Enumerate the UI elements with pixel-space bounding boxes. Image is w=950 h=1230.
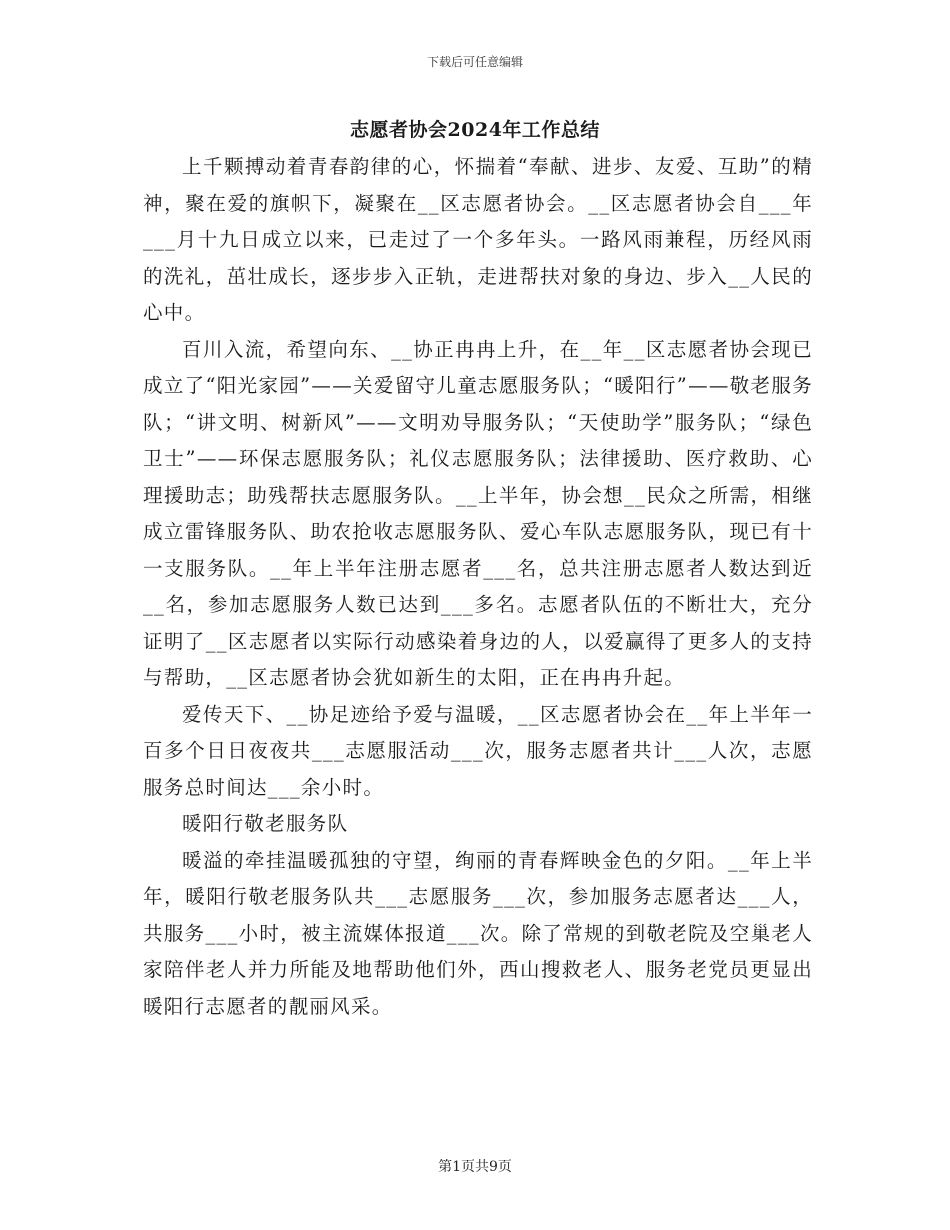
page-number: 第1页共9页 <box>438 1159 512 1175</box>
paragraph-intro: 上千颗搏动着青春韵律的心，怀揣着“奉献、进步、友爱、互助”的精神，聚在爱的旗帜下，凝聚在__区志愿者协会。__区志愿者协会自___年___月十九日成立以来，已走过了一个多年头。一路风雨兼程，历经风雨的洗礼，茁壮成长，逐步步入正轨，走进帮扶对象的身边、步入__人民的心中。 <box>143 155 813 324</box>
document-title: 志愿者协会2024年工作总结 <box>350 119 600 141</box>
paragraph-activity-summary: 爱传天下、__协足迹给予爱与温暖，__区志愿者协会在__年上半年一百多个日日夜夜共___志愿服活动___次，服务志愿者共计___人次，志愿服务总时间达___余小时。 <box>143 702 813 799</box>
document-body <box>143 149 813 1025</box>
page-header-note: 下载后可任意编辑 <box>426 55 523 69</box>
paragraph-elderly-service: 暖溢的牵挂温暖孤独的守望，绚丽的青春辉映金色的夕阳。__年上半年，暖阳行敬老服务队共___志愿服务___次，参加服务志愿者达___人，共服务___小时，被主流媒体报道___次。除了常规的到敬老院及空巢老人家陪伴老人并力所能及地帮助他们外，西山搜救老人、服务老党员更显出暖阳行志愿者的靓丽风采。 <box>143 848 813 1018</box>
section-heading: 暖阳行敬老服务队 <box>182 812 349 835</box>
paragraph-service-teams: 百川入流，希望向东、__协正冉冉上升，在__年__区志愿者协会现已成立了“阳光家园”——关爱留守儿童志愿服务队；“暖阳行”——敬老服务队；“讲文明、树新风”——文明劝导服务队；“天使助学”服务队；“绿色卫士”——环保志愿服务队；礼仪志愿服务队；法律援助、医疗救助、心理援助志；助残帮扶志愿服务队。__上半年，协会想__民众之所需，相继成立雷锋服务队、助农抢收志愿服务队、爱心车队志愿服务队，现已有十一支服务队。__年上半年注册志愿者___名，总共注册志愿者人数达到近__名，参加志愿服务人数已达到___多名。志愿者队伍的不断壮大，充分证明了__区志愿者以实际行动感染着身边的人，以爱赢得了更多人的支持与帮助，__区志愿者协会犹如新生的太阳，正在冉冉升起。 <box>143 337 813 689</box>
